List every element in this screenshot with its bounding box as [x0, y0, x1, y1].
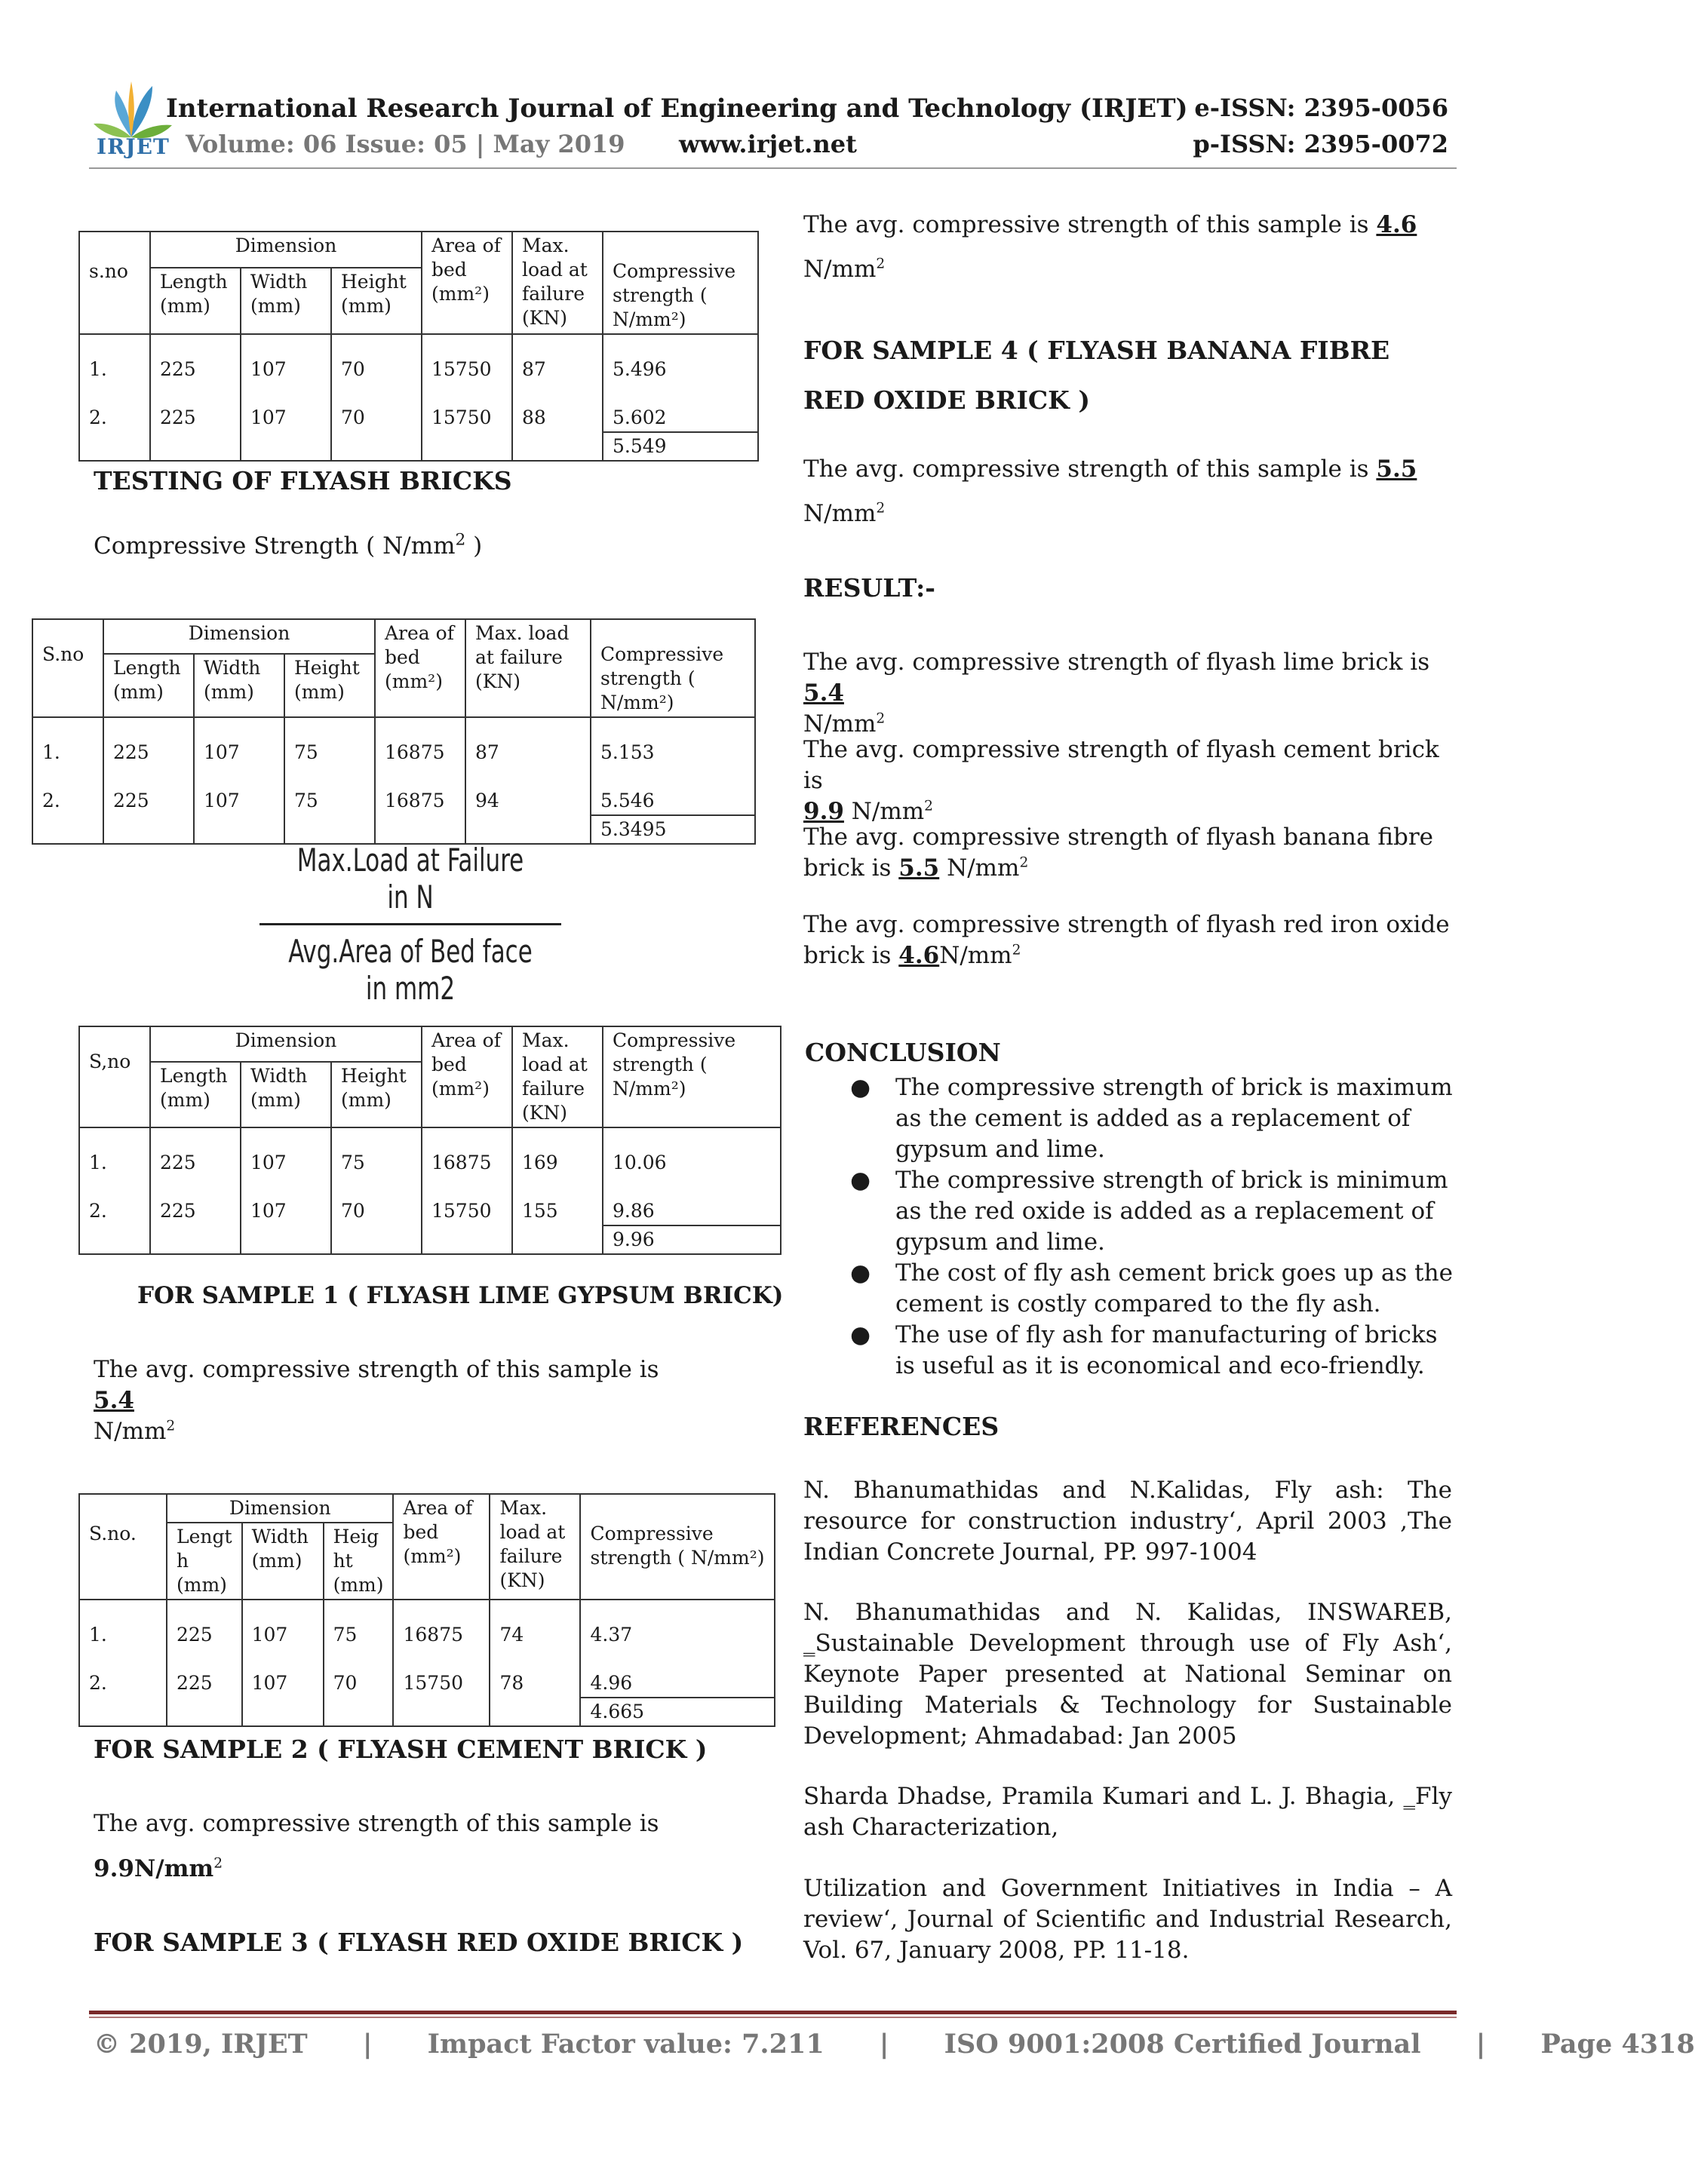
result-unit: N/mm	[947, 854, 1020, 882]
conclusion-item	[805, 1072, 1454, 1165]
table-cell: 1.	[42, 741, 60, 763]
table-cell: 4.37	[590, 1624, 633, 1646]
result-item: The avg. compressive strength of flyash red iron oxide brick is $4.6N/mm^2$	[803, 911, 1450, 969]
footer-copyright: © 2019, IRJET	[94, 2029, 308, 2060]
sample2-value-line: $9.9N/mm^2$	[94, 1855, 223, 1882]
table-cell: 75	[294, 741, 318, 763]
table-cell: 9.86	[613, 1200, 655, 1222]
eissn: e-ISSN: 2395-0056	[1194, 94, 1448, 122]
header-area: Area of bed (mm²)	[422, 232, 512, 334]
result-text: The avg. compressive strength of flyash banana fibre brick is	[803, 824, 1434, 882]
reference-item: N. Bhanumathidas and N.Kalidas, Fly ash: The resource for construction industry‘, April 2003 ,The Indian Concrete Journal, PP. 997-1004	[803, 1477, 1452, 1566]
header-length: Length (mm)	[150, 268, 241, 334]
table-cell: 16875	[403, 1624, 464, 1646]
table-cell: 4.96	[590, 1672, 633, 1694]
table-cell: 88	[522, 406, 546, 428]
header-load: Max. load at failure (KN)	[465, 619, 591, 717]
footer-rule-thin	[89, 2017, 1457, 2018]
conclusion-item	[805, 1165, 1454, 1258]
result-unit: N/mm	[803, 710, 877, 738]
header-height: Heig ht (mm)	[324, 1523, 394, 1600]
header-area: Area of bed (mm²)	[393, 1494, 490, 1600]
header-dimension: Dimension	[167, 1494, 393, 1523]
table-cell: 87	[522, 358, 546, 380]
sample2-heading: FOR SAMPLE 2 ( FLYASH CEMENT BRICK )	[94, 1735, 708, 1764]
table-cell: 87	[475, 741, 499, 763]
table-cell: 225	[160, 358, 196, 380]
table-cell: 225	[113, 741, 149, 763]
table-cell: 16875	[385, 790, 445, 811]
table-cell: 169	[522, 1152, 558, 1173]
table-cell: 15750	[431, 358, 492, 380]
table-cell: 107	[250, 1200, 287, 1222]
header-cs: Compressive strength ( N/mm²)	[603, 1026, 781, 1127]
sample2-value: 9.9N/mm	[94, 1855, 214, 1882]
conclusion-text: The use of fly ash for manufacturing of bricks is useful as it is economical and eco-friendly.	[895, 1321, 1438, 1379]
table-cell: 10.06	[613, 1152, 667, 1173]
header-height: Height (mm)	[331, 1062, 422, 1127]
header-width: Width (mm)	[241, 1062, 331, 1127]
cs-label-end: )	[465, 532, 483, 560]
cs-label	[94, 531, 482, 562]
table-cell: 107	[251, 1672, 288, 1694]
irjet-logo	[89, 75, 173, 164]
cs-label-sup: 2	[455, 530, 466, 550]
sample4-value: 5.5	[1376, 456, 1417, 483]
table-cell: 70	[341, 358, 365, 380]
result-heading: RESULT:-	[803, 573, 935, 603]
footer: © 2019, IRJET | Impact Factor value: 7.211 | ISO 9001:2008 Certified Journal | Page 4318	[94, 2029, 1695, 2060]
table-1	[78, 231, 759, 462]
table-cell: 107	[250, 1152, 287, 1173]
volume-issue: Volume: 06 Issue: 05 | May 2019	[186, 130, 625, 158]
table-cell: 107	[250, 406, 287, 428]
table-cell: 15750	[431, 1200, 492, 1222]
conclusion-item	[805, 1258, 1454, 1320]
result-text: The avg. compressive strength of flyash lime brick is	[803, 649, 1430, 676]
sample1-unit: N/mm	[94, 1418, 167, 1445]
testing-heading: TESTING OF FLYASH BRICKS	[94, 466, 512, 495]
table-cell: 15750	[431, 406, 492, 428]
table-cell: 2.	[89, 1200, 107, 1222]
result-text: The avg. compressive strength of flyash red iron oxide brick is	[803, 911, 1450, 969]
header-cs: Compressive strength ( N/mm²)	[591, 619, 755, 717]
conclusion-item	[805, 1320, 1454, 1382]
header-length: Length (mm)	[150, 1062, 241, 1127]
sample3-unit: N/mm	[803, 256, 877, 283]
footer-impact: Impact Factor value: 7.211	[427, 2029, 824, 2060]
reference-item: Sharda Dhadse, Pramila Kumari and L. J. Bhagia, ‗Fly ash Characterization,	[803, 1783, 1452, 1841]
result-value: 5.5	[898, 854, 940, 882]
sample1-heading: FOR SAMPLE 1 ( FLYASH LIME GYPSUM BRICK)	[137, 1282, 784, 1309]
table-cell: 75	[333, 1624, 358, 1646]
table-cell: 107	[204, 790, 240, 811]
sample3-value: 4.6	[1376, 211, 1417, 238]
table-cell: 70	[341, 1200, 365, 1222]
references-heading: REFERENCES	[803, 1412, 999, 1441]
table-cell: 225	[177, 1624, 213, 1646]
conclusion-text: The compressive strength of brick is minimum as the red oxide is added as a replacement of gypsum and lime.	[895, 1167, 1448, 1256]
sample1-sentence: The avg. compressive strength of this sample is	[94, 1356, 659, 1383]
table-cell: 15750	[403, 1672, 464, 1694]
header-height: Height (mm)	[284, 654, 375, 717]
result-unit: N/mm	[939, 942, 1012, 969]
table-avg: 5.3495	[591, 815, 755, 844]
bullet-icon: ●	[850, 1321, 871, 1348]
header-dimension: Dimension	[150, 232, 422, 268]
table-cell: 2.	[89, 406, 107, 428]
table-cell: 70	[341, 406, 365, 428]
table-cell: 70	[333, 1672, 358, 1694]
table-cell: 2.	[89, 1672, 107, 1694]
header-rule	[89, 167, 1457, 169]
conclusion-list	[805, 1072, 1454, 1382]
sample3-result: The avg. compressive strength of this sample is 4.6 $N/mm^2$	[803, 211, 1417, 283]
table-cell: 155	[522, 1200, 558, 1222]
table-cell: 1.	[89, 1152, 107, 1173]
reference-item: N. Bhanumathidas and N. Kalidas, INSWAREB, ‗Sustainable Development through use of Fly Ash‘, Keynote Paper presented at National Seminar on Building Materials & Technology for Sustainable Development; Ahmadabad: Jan 2005	[803, 1599, 1452, 1750]
conclusion-text: The cost of fly ash cement brick goes up as the cement is costly compared to the fly ash.	[895, 1259, 1453, 1317]
sample3-heading: FOR SAMPLE 3 ( FLYASH RED OXIDE BRICK )	[94, 1928, 744, 1957]
table-3	[78, 1026, 781, 1255]
result-value: 9.9	[803, 798, 844, 825]
header-cs: Compressive strength ( N/mm²)	[580, 1494, 775, 1600]
footer-rule	[89, 2011, 1457, 2014]
table-cell: 1.	[89, 1624, 107, 1646]
table-cell: 16875	[385, 741, 445, 763]
table-cell: 75	[294, 790, 318, 811]
result-item: The avg. compressive strength of flyash lime brick is 5.4 $N/mm^2$	[803, 649, 1430, 738]
footer-iso: ISO 9001:2008 Certified Journal	[944, 2029, 1421, 2060]
table-cell: 107	[251, 1624, 288, 1646]
header-sno: S,no	[79, 1026, 150, 1127]
table-cell: 2.	[42, 790, 60, 811]
result-unit: N/mm	[851, 798, 925, 825]
sample4-unit: N/mm	[803, 500, 877, 527]
formula-numerator: Max.Load at Failure in N	[296, 842, 524, 916]
header-height: Height (mm)	[331, 268, 422, 334]
table-cell: 225	[160, 406, 196, 428]
sample1-text: The avg. compressive strength of this sample is 5.4 $N/mm^2$	[94, 1356, 659, 1445]
logo-text: IRJET	[97, 134, 170, 159]
header-area: Area of bed (mm²)	[422, 1026, 512, 1127]
table-cell: 225	[160, 1200, 196, 1222]
website-link[interactable]: www.irjet.net	[679, 130, 857, 158]
header-width: Width (mm)	[194, 654, 284, 717]
table-cell: 5.546	[600, 790, 655, 811]
formula-denominator: Avg.Area of Bed face in mm2	[288, 933, 533, 1007]
bullet-icon: ●	[850, 1259, 871, 1287]
header-dimension: Dimension	[150, 1026, 422, 1062]
header-sno: s.no	[79, 232, 150, 334]
conclusion-heading: CONCLUSION	[805, 1038, 1001, 1067]
formula	[259, 842, 561, 1007]
table-cell: 16875	[431, 1152, 492, 1173]
header-length: Lengt h (mm)	[167, 1523, 242, 1600]
header-load: Max. load at failure (KN)	[512, 232, 603, 334]
sample1-value: 5.4	[94, 1387, 134, 1414]
pissn: p-ISSN: 2395-0072	[1193, 130, 1448, 158]
table-cell: 94	[475, 790, 499, 811]
header-dimension: Dimension	[103, 619, 375, 654]
table-cell: 74	[499, 1624, 524, 1646]
reference-item: Utilization and Government Initiatives in India – A review‘, Journal of Scientific and Industrial Research, Vol. 67, January 2008, PP. 11-18.	[803, 1875, 1452, 1964]
result-value: 5.4	[803, 679, 844, 707]
result-item: The avg. compressive strength of flyash banana fibre brick is 5.5 $N/mm^2$	[803, 824, 1434, 882]
sample3-sentence: The avg. compressive strength of this sample is	[803, 211, 1377, 238]
table-cell: 107	[204, 741, 240, 763]
table-cell: 225	[160, 1152, 196, 1173]
result-value: 4.6	[898, 942, 940, 969]
table-cell: 225	[113, 790, 149, 811]
header-width: Width (mm)	[242, 1523, 324, 1600]
bullet-icon: ●	[850, 1167, 871, 1194]
table-cell: 5.496	[613, 358, 667, 380]
header-load: Max. load at failure (KN)	[512, 1026, 603, 1127]
header-load: Max. load at failure (KN)	[490, 1494, 580, 1600]
formula-divider	[259, 923, 561, 925]
header-sno: S.no.	[79, 1494, 167, 1600]
header-cs: Compressive strength ( N/mm²)	[603, 232, 758, 334]
table-cell: 1.	[89, 358, 107, 380]
journal-title: International Research Journal of Engineering and Technology (IRJET)	[166, 94, 1188, 124]
cs-label-text: Compressive Strength ( N/mm	[94, 532, 456, 560]
table-avg: 5.549	[603, 432, 758, 461]
table-cell: 5.153	[600, 741, 655, 763]
table-4	[78, 1493, 775, 1727]
result-item: The avg. compressive strength of flyash cement brick is 9.9 $N/mm^2$	[803, 736, 1439, 825]
conclusion-text: The compressive strength of brick is maximum as the cement is added as a replacement of gypsum and lime.	[895, 1074, 1453, 1163]
result-text: The avg. compressive strength of flyash cement brick is	[803, 736, 1439, 794]
table-cell: 5.602	[613, 406, 667, 428]
sample4-sentence: The avg. compressive strength of this sample is	[803, 456, 1377, 483]
table-cell: 75	[341, 1152, 365, 1173]
table-avg: 4.665	[580, 1698, 775, 1726]
table-avg: 9.96	[603, 1225, 781, 1254]
header-width: Width (mm)	[241, 268, 331, 334]
table-cell: 225	[177, 1672, 213, 1694]
sample2-text: The avg. compressive strength of this sample is	[94, 1810, 659, 1837]
header-length: Length (mm)	[103, 654, 194, 717]
table-2	[32, 618, 756, 845]
sample4-result: The avg. compressive strength of this sample is 5.5 $N/mm^2$	[803, 456, 1417, 527]
footer-page: Page 4318	[1540, 2029, 1695, 2060]
header-sno: S.no	[32, 619, 103, 717]
bullet-icon: ●	[850, 1074, 871, 1101]
sample4-heading: FOR SAMPLE 4 ( FLYASH BANANA FIBRE RED OXIDE BRICK )	[803, 336, 1390, 415]
table-cell: 78	[499, 1672, 524, 1694]
header-area: Area of bed (mm²)	[375, 619, 465, 717]
table-cell: 107	[250, 358, 287, 380]
